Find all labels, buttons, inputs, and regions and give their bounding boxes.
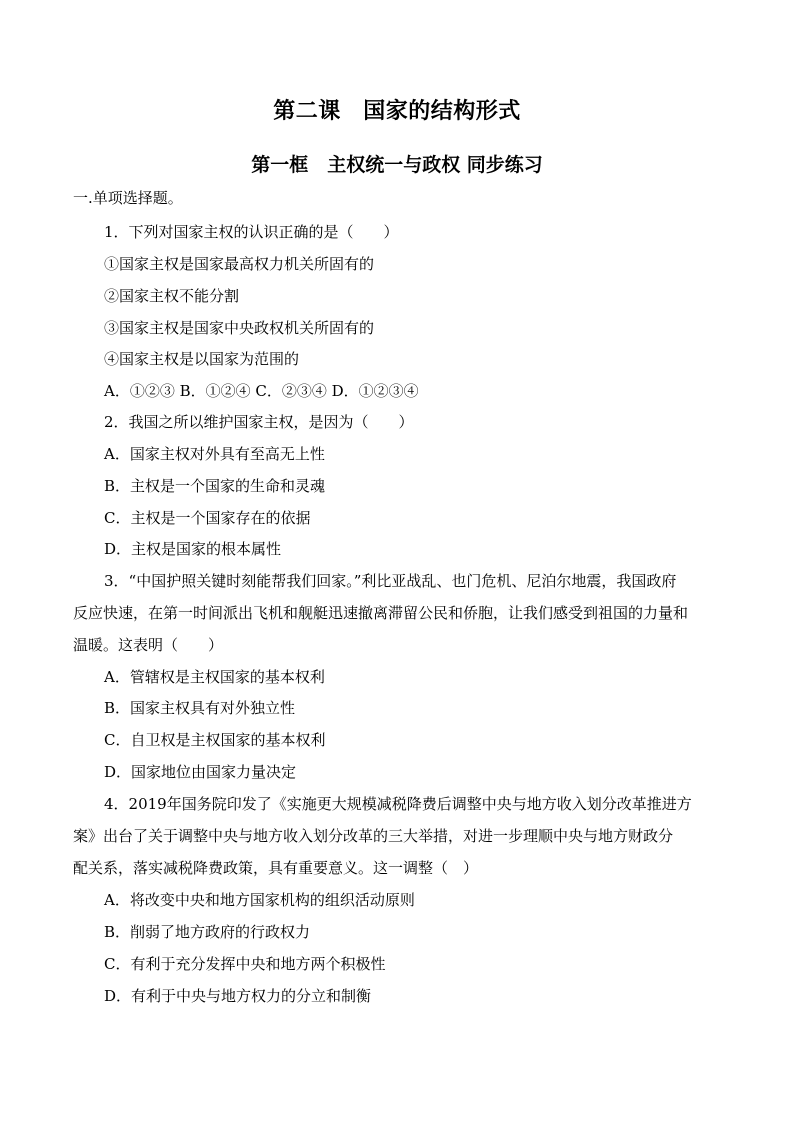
question-3-stem-line-1: 3．“中国护照关键时刻能帮我们回家。”利比亚战乱、也门危机、尼泊尔地震，我国政府	[104, 572, 677, 590]
question-4-option-c: C．有利于充分发挥中央和地方两个积极性	[104, 955, 386, 973]
question-3-option-d: D．国家地位由国家力量决定	[104, 763, 297, 781]
question-2-option-d: D．主权是国家的根本属性	[104, 540, 282, 558]
question-3-stem-line-3: 温暖。这表明（ ）	[73, 636, 224, 654]
section-heading: 一.单项选择题。	[73, 189, 183, 207]
question-1-statement-3: ③国家主权是国家中央政权机关所固有的	[104, 319, 375, 337]
question-3-option-a: A．管辖权是主权国家的基本权利	[104, 668, 325, 686]
question-2-option-b: B．主权是一个国家的生命和灵魂	[104, 477, 326, 495]
question-4-option-d: D．有利于中央与地方权力的分立和制衡	[104, 987, 372, 1005]
question-3-option-b: B．国家主权具有对外独立性	[104, 699, 296, 717]
question-4-stem-line-1: 4．2019年国务院印发了《实施更大规模减税降费后调整中央与地方收入划分改革推进方	[104, 795, 692, 813]
question-2-option-c: C．主权是一个国家存在的依据	[104, 509, 311, 527]
question-4-option-b: B．削弱了地方政府的行政权力	[104, 923, 311, 941]
question-1-options: A．①②③ B．①②④ C．②③④ D．①②③④	[104, 382, 419, 400]
question-3-option-c: C．自卫权是主权国家的基本权利	[104, 731, 326, 749]
question-1-statement-4: ④国家主权是以国家为范围的	[104, 350, 300, 368]
question-1-stem: 1．下列对国家主权的认识正确的是（ ）	[104, 223, 399, 241]
question-2-stem: 2．我国之所以维护国家主权，是因为（ ）	[104, 413, 414, 431]
question-3-stem-line-2: 反应快速，在第一时间派出飞机和舰艇迅速撤离滞留公民和侨胞，让我们感受到祖国的力量和	[73, 604, 689, 622]
question-4-stem-line-2: 案》出台了关于调整中央与地方收入划分改革的三大举措，对进一步理顺中央与地方财政分	[73, 827, 674, 845]
section-subtitle: 第一框 主权统一与政权 同步练习	[251, 154, 543, 176]
question-4-stem-line-3: 配关系，落实减税降费政策，具有重要意义。这一调整（ ）	[73, 859, 479, 877]
question-1-statement-2: ②国家主权不能分割	[104, 287, 240, 305]
question-4-option-a: A．将改变中央和地方国家机构的组织活动原则	[104, 891, 415, 909]
lesson-title: 第二课 国家的结构形式	[273, 99, 521, 124]
question-1-statement-1: ①国家主权是国家最高权力机关所固有的	[104, 255, 375, 273]
question-2-option-a: A．国家主权对外具有至高无上性	[104, 445, 325, 463]
